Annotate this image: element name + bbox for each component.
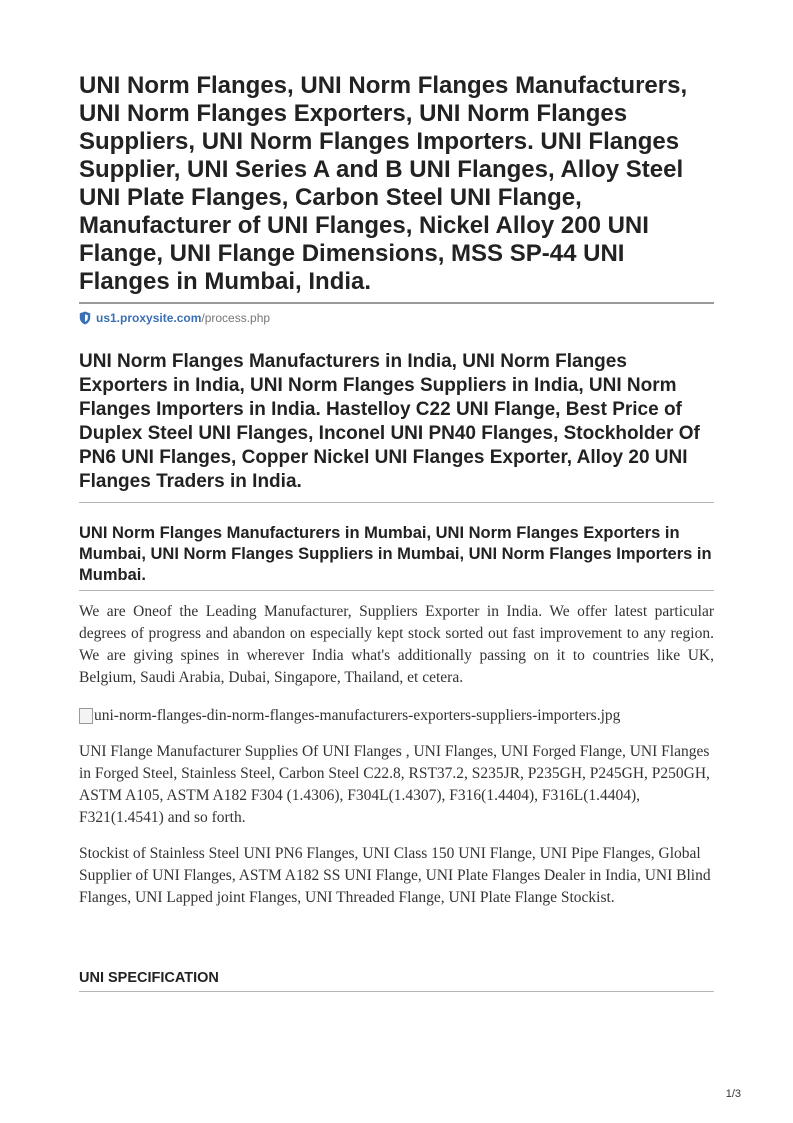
source-path[interactable]: /process.php xyxy=(201,311,271,325)
body-paragraph: UNI Flange Manufacturer Supplies Of UNI Flanges , UNI Flanges, UNI Forged Flange, UNI Flanges in Forged Steel, Stainless Steel, Carbon Steel C22.8, RST37.2, S235JR, P235GH, P245GH, P250GH, ASTM A105, ASTM A182 F304 (1.4306), F304L(1.4307), F316(1.4404), F316L(1.4404), F321(1.4541) and so forth. xyxy=(79,743,710,826)
broken-image-icon xyxy=(79,708,93,724)
article xyxy=(79,72,714,992)
image-alt-text: uni-norm-flanges-din-norm-flanges-manufacturers-exporters-suppliers-importers.jpg xyxy=(94,707,621,724)
article-title: UNI Norm Flanges, UNI Norm Flanges Manufacturers, UNI Norm Flanges Exporters, UNI Norm Flanges Suppliers, UNI Norm Flanges Importers. UNI Flanges Supplier, UNI Series A and B UNI Flanges, Alloy Steel UNI Plate Flanges, Carbon Steel UNI Flange, Manufacturer of UNI Flanges, Nickel Alloy 200 UNI Flange, UNI Flange Dimensions, MSS SP-44 UNI Flanges in Mumbai, India. xyxy=(79,72,714,304)
body-paragraph: Stockist of Stainless Steel UNI PN6 Flanges, UNI Class 150 UNI Flange, UNI Pipe Flanges, Global Supplier of UNI Flanges, ASTM A182 SS UNI Flange, UNI Plate Flanges Dealer in India, UNI Blind Flanges, UNI Lapped joint Flanges, UNI Threaded Flange, UNI Plate Flange Stockist. xyxy=(79,845,711,906)
source-link[interactable] xyxy=(79,310,714,326)
article-subtitle: UNI Norm Flanges Manufacturers in India, UNI Norm Flanges Exporters in India, UNI Norm Flanges Suppliers in India, UNI Norm Flanges Importers in India. Hastelloy C22 UNI Flange, Best Price of Duplex Steel UNI Flanges, Inconel UNI PN40 Flanges, Stockholder Of PN6 UNI Flanges, Copper Nickel UNI Flanges Exporter, Alloy 20 UNI Flanges Traders in India. xyxy=(79,350,714,503)
intro-paragraph: We are Oneof the Leading Manufacturer, Suppliers Exporter in India. We offer latest particular degrees of progress and abandon on especially kept stock sorted out fast improvement to any region. We are giving spines in wherever India what's additionally passing on it to countries like UK, Belgium, Saudi Arabia, Dubai, Singapore, Thailand, et cetera. xyxy=(79,603,714,686)
page-number: 1/3 xyxy=(725,1088,741,1100)
spec-heading: UNI SPECIFICATION xyxy=(79,969,714,992)
section-heading: UNI Norm Flanges Manufacturers in Mumbai, UNI Norm Flanges Exporters in Mumbai, UNI Norm Flanges Suppliers in Mumbai, UNI Norm Flanges Importers in Mumbai. xyxy=(79,523,714,591)
broken-image xyxy=(79,705,714,727)
source-domain[interactable]: us1.proxysite.com xyxy=(96,311,202,325)
shield-icon xyxy=(79,311,91,325)
